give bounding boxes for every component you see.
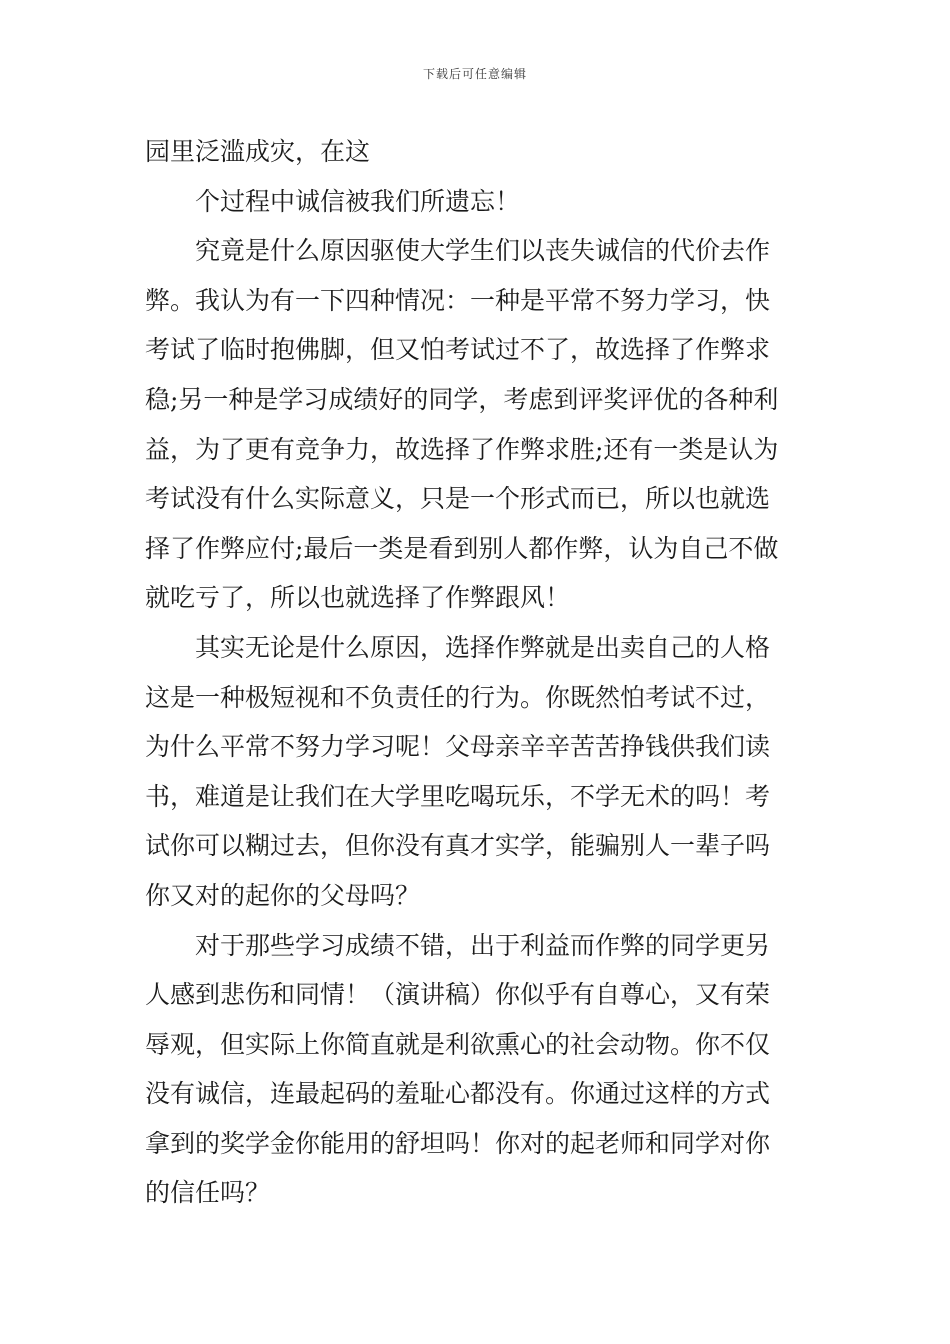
text-line: 为什么平常不努力学习呢！父母亲辛辛苦苦挣钱供我们读 <box>145 732 771 762</box>
text-line: 弊。我认为有一下四种情况：一种是平常不努力学习，快 <box>145 285 771 315</box>
text-line: 书，难道是让我们在大学里吃喝玩乐，不学无术的吗！考 <box>145 781 771 811</box>
document-body <box>145 127 810 1218</box>
text-line: 考试了临时抱佛脚，但又怕考试过不了，故选择了作弊求 <box>145 335 771 365</box>
text-line: 个过程中诚信被我们所遗忘！ <box>195 186 521 216</box>
text-line: 试你可以糊过去，但你没有真才实学，能骗别人一辈子吗 <box>145 831 771 861</box>
text-line: 稳;另一种是学习成绩好的同学，考虑到评奖评优的各种利 <box>145 384 779 414</box>
text-line: 你又对的起你的父母吗？ <box>145 880 421 910</box>
text-line: 这是一种极短视和不负责任的行为。你既然怕考试不过， <box>145 682 771 712</box>
text-line: 人感到悲伤和同情！（演讲稿）你似乎有自尊心，又有荣 <box>145 980 771 1010</box>
text-line: 考试没有什么实际意义，只是一个形式而已，所以也就选 <box>145 484 771 514</box>
text-line: 辱观，但实际上你简直就是利欲熏心的社会动物。你不仅 <box>145 1029 771 1059</box>
text-line: 就吃亏了，所以也就选择了作弊跟风！ <box>145 583 571 613</box>
text-line: 园里泛滥成灾，在这 <box>145 137 371 166</box>
text-line: 究竟是什么原因驱使大学生们以丧失诚信的代价去作 <box>195 236 771 266</box>
page-header: 下载后可任意编辑 <box>422 67 527 81</box>
text-line: 其实无论是什么原因，选择作弊就是出卖自己的人格 <box>195 632 771 662</box>
text-line: 益，为了更有竞争力，故选择了作弊求胜;还有一类是认为 <box>145 434 779 464</box>
text-line: 的信任吗？ <box>145 1178 271 1208</box>
text-line: 择了作弊应付;最后一类是看到别人都作弊，认为自己不做 <box>145 533 779 563</box>
text-line: 对于那些学习成绩不错，出于利益而作弊的同学更另 <box>195 930 771 960</box>
text-line: 没有诚信，连最起码的羞耻心都没有。你通过这样的方式 <box>145 1079 771 1109</box>
text-line: 拿到的奖学金你能用的舒坦吗！你对的起老师和同学对你 <box>145 1128 771 1158</box>
